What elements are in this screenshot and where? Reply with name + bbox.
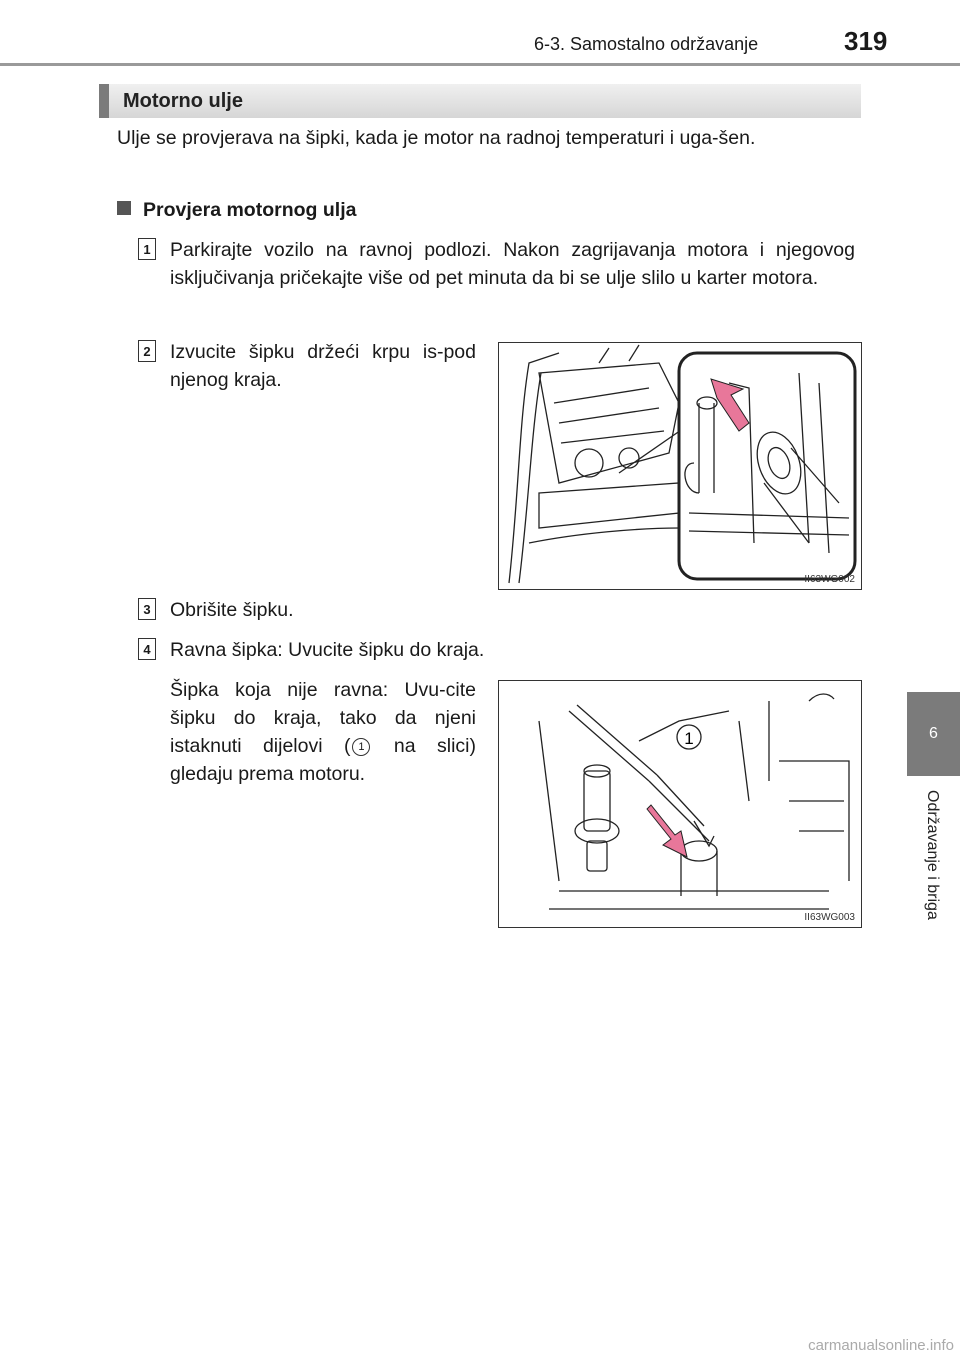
subheading-text: Provjera motornog ulja [143, 199, 357, 221]
step-4-note-before: Šipka koja nije ravna: Uvu-cite šipku do kraja, tako da njeni istaknuti dijelovi ( [170, 679, 476, 757]
section-title-bar [99, 84, 861, 118]
chapter-tab: 6 [907, 692, 960, 776]
step-4-note [170, 676, 476, 788]
subheading [117, 199, 356, 222]
dipstick-insert-illustration [499, 681, 861, 927]
step-3-text: Obrišite šipku. [170, 599, 294, 621]
step-number-4: 4 [138, 638, 156, 660]
step-2-text: Izvucite šipku držeći krpu is-pod njenog kraja. [170, 341, 476, 391]
figure-code: II63WG002 [804, 574, 855, 585]
watermark: carmanualsonline.info [808, 1337, 954, 1354]
square-bullet-icon [117, 201, 131, 215]
intro-paragraph: Ulje se provjerava na šipki, kada je motor na radnoj temperaturi i uga-šen. [117, 127, 756, 149]
step-4-note-after: na slici) gledaju prema motoru. [170, 735, 476, 785]
header-section-title: 6-3. Samostalno održavanje [534, 34, 759, 54]
page-number: 319 [844, 26, 888, 56]
figure-dipstick-pull [498, 342, 862, 590]
figure-dipstick-insert [498, 680, 862, 928]
section-title: Motorno ulje [123, 90, 243, 112]
figure-code: II63WG003 [804, 912, 855, 923]
callout-marker: 1 [352, 738, 370, 756]
step-number-2: 2 [138, 340, 156, 362]
step-number-3: 3 [138, 598, 156, 620]
step-4-text: Ravna šipka: Uvucite šipku do kraja. [170, 639, 485, 661]
figure-callout-1: 1 [684, 729, 694, 748]
engine-bay-illustration [499, 343, 861, 589]
header-divider [0, 63, 960, 66]
step-number-1: 1 [138, 238, 156, 260]
step-1-text: Parkirajte vozilo na ravnoj podlozi. Nakon zagrijavanja motora i njegovog isključivanja pričekajte više od pet minuta da bi se ulje slilo u karter motora. [170, 239, 855, 289]
chapter-label: Održavanje i briga [924, 790, 941, 920]
